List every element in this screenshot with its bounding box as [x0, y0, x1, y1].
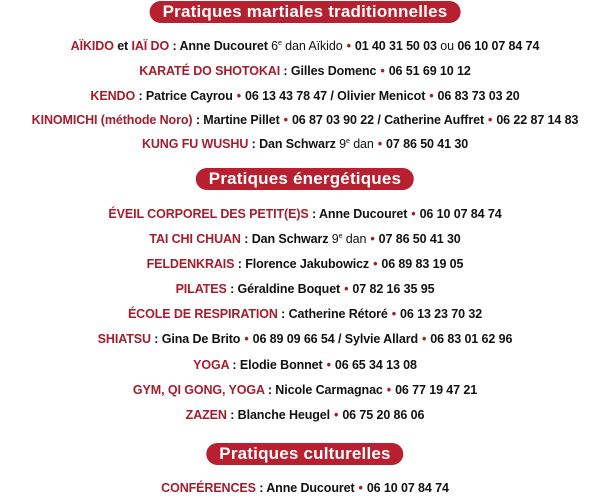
list-item-zazen: ZAZEN : Blanche Heugel • 06 75 20 86 06: [185, 408, 425, 422]
list-item-karate: KARATÉ DO SHOTOKAI : Gilles Domenc • 06 51 69 10 12: [139, 64, 471, 78]
list-item-kendo: KENDO : Patrice Cayrou • 06 13 43 78 47 / Olivier Menicot • 06 83 73 03 20: [90, 89, 520, 103]
list-item-gym-qigong: GYM, QI GONG, YOGA : Nicole Carmagnac • 06 77 19 47 21: [132, 383, 478, 397]
section-title-cultural: Pratiques culturelles: [206, 443, 403, 465]
list-item-yoga: YOGA : Elodie Bonnet • 06 65 34 13 08: [193, 358, 417, 372]
list-item-shiatsu: SHIATSU : Gina De Brito • 06 89 09 66 54 / Sylvie Allard • 06 83 01 62 96: [97, 332, 513, 346]
section-title-martial: Pratiques martiales traditionnelles: [150, 1, 461, 23]
section-title-energetic: Pratiques énergétiques: [196, 168, 414, 190]
list-item-pilates: PILATES : Géraldine Boquet • 07 82 16 35 95: [175, 282, 435, 296]
list-item-feldenkrais: FELDENKRAIS : Florence Jakubowicz • 06 89 83 19 05: [146, 257, 464, 271]
list-item-kinomichi: KINOMICHI (méthode Noro) : Martine Pillet • 06 87 03 90 22 / Catherine Auffret • 06 22 87 14 83: [31, 113, 579, 127]
list-item-respiration: ÉCOLE DE RESPIRATION : Catherine Rétoré • 06 13 23 70 32: [127, 307, 483, 321]
list-item-kungfu: KUNG FU WUSHU : Dan Schwarz 9e dan • 07 86 50 41 30: [141, 137, 469, 151]
list-item-aikido: AÏKIDO et IAÏ DO : Anne Ducouret 6e dan Aïkido • 01 40 31 50 03 ou 06 10 07 84 74: [70, 39, 540, 53]
list-item-eveil: ÉVEIL CORPOREL DES PETIT(E)S : Anne Ducouret • 06 10 07 84 74: [108, 207, 502, 221]
list-item-taichi: TAI CHI CHUAN : Dan Schwarz 9e dan • 07 86 50 41 30: [149, 232, 461, 246]
list-item-conferences: CONFÉRENCES : Anne Ducouret • 06 10 07 84 74: [161, 481, 449, 495]
